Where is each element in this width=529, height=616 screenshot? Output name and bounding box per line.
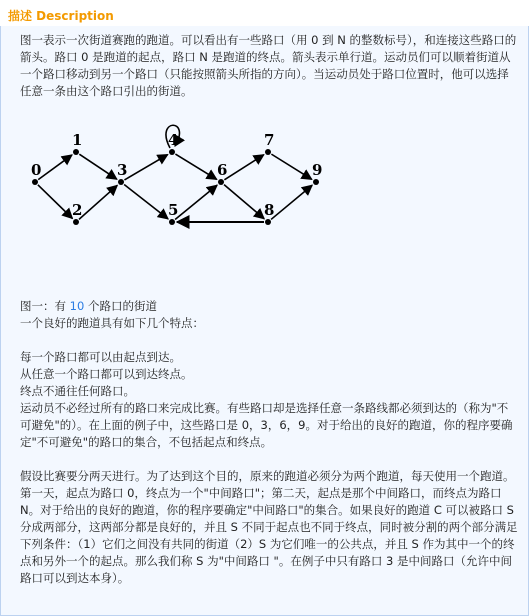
figure-graph — [20, 112, 350, 252]
graph-node-label-2: 2 — [72, 201, 83, 219]
graph-edge-3-4 — [124, 155, 167, 180]
graph-node-6 — [218, 179, 224, 185]
properties-intro: 一个良好的跑道具有如下几个特点： — [20, 316, 204, 330]
graph-edge-0-1 — [38, 155, 72, 180]
graph-edge-6-7 — [224, 155, 263, 180]
graph-edge-6-8 — [224, 185, 264, 219]
graph-nodes — [31, 131, 322, 225]
description-title: 描述 Description — [8, 9, 114, 23]
graph-node-label-3: 3 — [117, 161, 128, 179]
description-header — [0, 6, 529, 26]
graph-node-label-4: 4 — [168, 131, 179, 149]
graph-node-4 — [169, 149, 175, 155]
graph-node-1 — [73, 149, 79, 155]
graph-node-0 — [32, 179, 38, 185]
graph-edge-4-6 — [175, 154, 216, 179]
split-paragraph: 假设比赛要分两天进行。为了达到这个目的，原来的跑道必须分为两个跑道，每天使用一个跑道。第一天，起点为路口 0，终点为一个"中间路口"；第二天，起点是那个中间路口，而终点为路口 N。对于给出的良好的跑道，你的程序要确定"中间路口"的集合。如果良好的跑道 C 可以被路口 S 分成两部分，这两部分都是良好的，并且 S 不同于起点也不同于终点，同时被分割的两个部分满足下列条件：（1）它们之间没有共同的街道（2）S 为它们唯一的公共点，并且 S 作为其中一个的终点和另外一个的起点。那么我们称 S 为"中间路口 "。在例子中只有路口 3 是中间路口（允许中间路口可以到达本身）。 — [20, 469, 518, 585]
graph-edge-1-3 — [79, 154, 117, 179]
graph-edge-3-5 — [124, 184, 168, 218]
graph-node-7 — [265, 149, 271, 155]
property-item: 终点不通往任何路口。 — [20, 384, 135, 398]
graph-node-3 — [118, 179, 124, 185]
caption-prefix: 图一：有 — [20, 299, 70, 313]
graph-diagram — [20, 112, 350, 252]
graph-node-label-8: 8 — [264, 201, 275, 219]
graph-edge-7-9 — [271, 154, 311, 179]
graph-node-5 — [169, 219, 175, 225]
caption-count: 10 — [69, 299, 85, 313]
graph-node-8 — [265, 219, 271, 225]
graph-node-label-7: 7 — [264, 131, 275, 149]
graph-node-label-9: 9 — [312, 161, 323, 179]
intro-paragraph: 图一表示一次街道赛跑的跑道。可以看出有一些路口（用 0 到 N 的整数标号），和连接这些路口的箭头。路口 0 是跑道的起点，路口 N 是跑道的终点。箭头表示单行道。运动员们可以顺着街道从一个路口移动到另一个路口（只能按照箭头所指的方向）。当运动员处于路口位置时，他可以选择任意一条由这个路口引出的街道。 — [20, 33, 517, 98]
graph-edge-2-3 — [79, 185, 117, 219]
graph-edge-0-2 — [38, 185, 73, 219]
description-panel — [0, 26, 529, 616]
unavoidable-paragraph: 运动员不必经过所有的路口来完成比赛。有些路口却是选择任意一条路线都必须到达的（称为"不可避免"的）。在上面的例子中，这些路口是 0，3，6，9。对于给出的良好的跑道，你的程序要确定"不可避免"的路口的集合，不包括起点和终点。 — [20, 401, 513, 449]
graph-node-9 — [313, 179, 319, 185]
graph-node-label-5: 5 — [168, 201, 179, 219]
figure-caption — [20, 298, 518, 315]
property-item: 每一个路口都可以由起点到达。 — [20, 350, 181, 364]
caption-suffix: 个路口的街道 — [84, 299, 157, 313]
graph-node-label-0: 0 — [31, 161, 42, 179]
graph-edge-8-9 — [271, 185, 312, 219]
graph-node-2 — [73, 219, 79, 225]
graph-edge-5-6 — [175, 185, 217, 219]
graph-node-label-1: 1 — [72, 131, 83, 149]
graph-node-label-6: 6 — [217, 161, 228, 179]
property-item: 从任意一个路口都可以到达终点。 — [20, 367, 193, 381]
